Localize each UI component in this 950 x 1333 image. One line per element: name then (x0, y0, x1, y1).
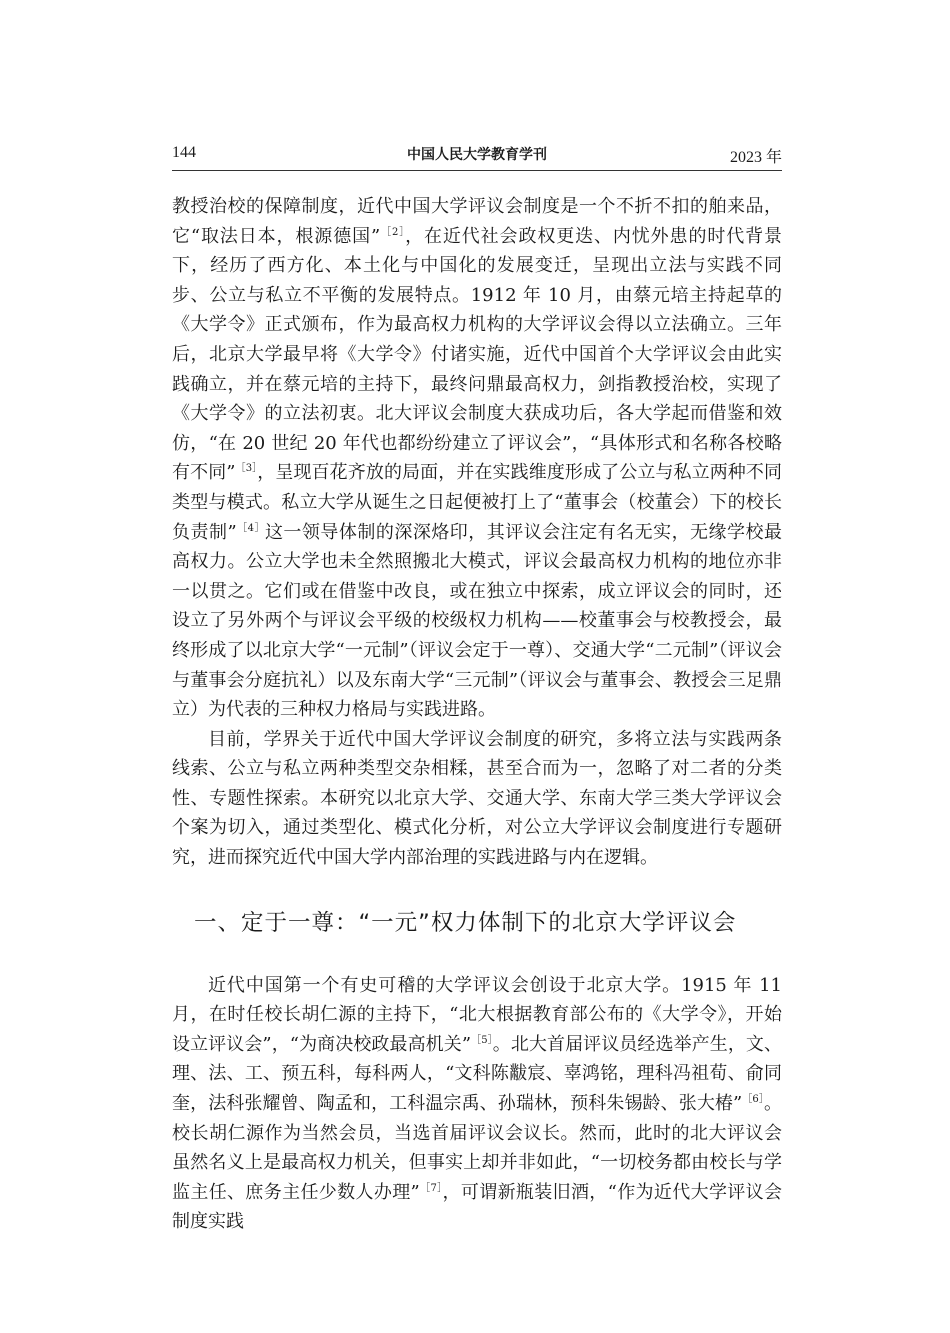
citation-7: ［7］ (419, 1182, 443, 1194)
journal-title: 中国人民大学教育学刊 (407, 147, 547, 163)
running-header (172, 140, 782, 171)
citation-4: ［4］ (236, 522, 265, 534)
citation-6: ［6］ (742, 1094, 764, 1106)
citation-3: ［3］ (235, 463, 258, 475)
paragraph-intro-continued: 教授治校的保障制度，近代中国大学评议会制度是一个不折不扣的舶来品，它“取法日本，根源德国”$^{[2]}$，在近代社会政权更迭、内忧外患的时代背景下，经历了西方化、本土化与中国化的发展变迁，呈现出立法与实践不同步、公立与私立不平衡的发展特点。1912 年 10 月，由蔡元培主持起草的《大学令》正式颁布，作为最高权力机构的大学评议会得以立法确立。三年后，北京大学最早将《大学令》付诸实施，近代中国首个大学评议会由此实践确立，并在蔡元培的主持下，最终问鼎最高权力，剑指教授治校，实现了《大学令》的立法初衷。北大评议会制度大获成功后，各大学起而借鉴和效仿，“在 20 世纪 20 年代也都纷纷建立了评议会”，“具体形式和名称各校略有不同”$^{[3]}$，呈现百花齐放的局面，并在实践维度形成了公立与私立两种不同类型与模式。私立大学从诞生之日起便被打上了“董事会（校董会）下的校长负责制”$^{[4]}$这一领导体制的深深烙印，其评议会注定有名无实，无缘学校最高权力。公立大学也未全然照搬北大模式，评议会最高权力机构的地位亦非一以贯之。它们或在借鉴中改良，或在独立中探索，成立评议会的同时，还设立了另外两个与评议会平级的校级权力机构——校董事会与校教授会，最终形成了以北京大学“一元制”（评议会定于一尊）、交通大学“二元制”（评议会与董事会分庭抗礼）以及东南大学“三元制”（评议会与董事会、教授会三足鼎立）为代表的三种权力格局与实践进路。 (172, 196, 783, 721)
citation-5: ［5］ (471, 1034, 493, 1046)
paragraph-research-scope: 目前，学界关于近代中国大学评议会制度的研究，多将立法与实践两条线索、公立与私立两种类型交杂相糅，甚至合而为一，忽略了对二者的分类性、专题性探索。本研究以北京大学、交通大学、东南大学三类大学评议会个案为切入，通过类型化、模式化分析，对公立大学评议会制度进行专题研究，进而探究近代中国大学内部治理的实践进路与内在逻辑。 (172, 728, 782, 869)
section-heading: 一、定于一尊：“一元”权力体制下的北京大学评议会 (194, 909, 737, 936)
article-body (172, 192, 782, 1237)
citation-2: ［2］ (380, 226, 406, 238)
page-number: 144 (172, 144, 196, 161)
paragraph-peking-university: 近代中国第一个有史可稽的大学评议会创设于北京大学。1915 年 11 月，在时任校长胡仁源的主持下，“北大根据教育部公布的《大学令》，开始设立评议会”，“为商决校政最高机关”$^{[5]}$。北大首届评议员经选举产生，文、理、法、工、预五科，每科两人，“文科陈黻宸、辜鸿铭，理科冯祖荀、俞同奎，法科张耀曾、陶孟和，工科温宗禹、孙瑞林，预科朱锡龄、张大椿”$^{[6]}$。校长胡仁源作为当然会员，当选首届评议会议长。然而，此时的北大评议会虽然名义上是最高权力机关，但事实上却并非如此，“一切校务都由校长与学监主任、庶务主任少数人办理”$^{[7]}$，可谓新瓶装旧酒，“作为近代大学评议会制度实践 (172, 974, 782, 1233)
publication-year: 2023 年 (729, 149, 782, 166)
